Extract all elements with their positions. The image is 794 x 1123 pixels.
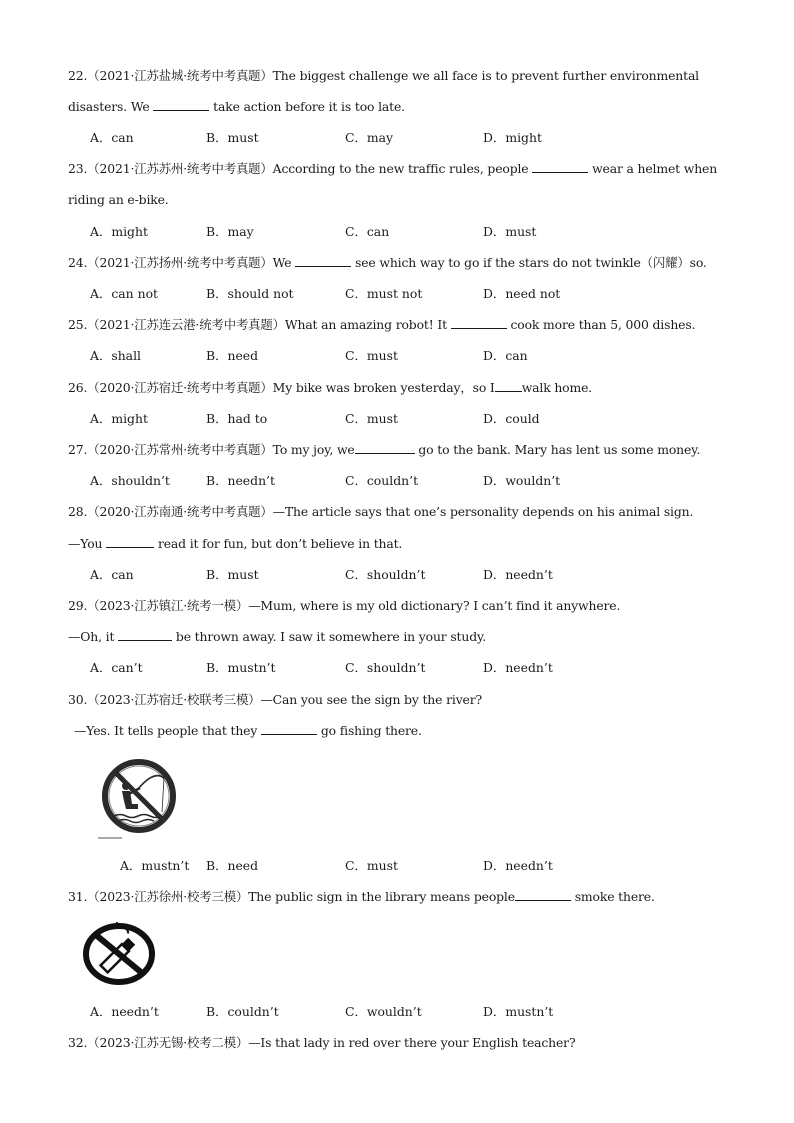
option-b[interactable]: B．should not [206, 286, 294, 301]
answer-blank [515, 889, 571, 901]
option-a[interactable]: A．can [90, 130, 134, 145]
option-d[interactable]: D．mustn’t [483, 1004, 554, 1019]
question-source: （2021·江苏连云港·统考中考真题） [87, 317, 285, 332]
option-d[interactable]: D．could [483, 411, 540, 426]
option-b[interactable]: B．must [206, 130, 259, 145]
option-c[interactable]: C．must not [345, 286, 423, 301]
stem-text: To my joy, we [272, 442, 355, 457]
option-d[interactable]: D．needn’t [483, 660, 553, 675]
question-source: （2023·江苏宿迁·校联考三模） [87, 692, 261, 707]
stem-text: cook more than 5, 000 dishes. [510, 317, 696, 332]
question-source: （2023·江苏无锡·校考二模） [87, 1035, 249, 1050]
stem-text: riding an e-bike. [68, 192, 169, 207]
question-23-line-1 [68, 161, 717, 177]
option-d[interactable]: D．might [483, 130, 542, 145]
question-number: 25. [68, 317, 88, 332]
option-a[interactable]: A．can’t [90, 660, 143, 675]
stem-text: walk home． [521, 380, 601, 395]
question-number: 30. [68, 692, 88, 707]
option-c[interactable]: C．must [345, 411, 398, 426]
question-source: （2023·江苏徐州·校考三模） [87, 889, 249, 904]
question-number: 22. [68, 68, 88, 83]
option-c[interactable]: C．must [345, 348, 398, 363]
stem-text: —The article says that one’s personality depends on his animal sign. [272, 504, 694, 519]
stem-text: smoke there. [574, 889, 655, 904]
stem-text: According to the new traffic rules, people [272, 161, 529, 176]
question-source: （2021·江苏盐城·统考中考真题） [87, 68, 273, 83]
answer-blank [355, 442, 415, 454]
answer-blank [261, 723, 317, 735]
option-d[interactable]: D．needn’t [483, 858, 553, 873]
stem-text: read it for fun, but don’t believe in that. [157, 536, 403, 551]
question-29-line-2 [68, 629, 486, 645]
option-a[interactable]: A．needn’t [90, 1004, 159, 1019]
stem-text: We [272, 255, 292, 270]
stem-text: The public sign in the library means people [248, 889, 515, 904]
stem-text: go fishing there. [320, 723, 422, 738]
option-c[interactable]: C．wouldn’t [345, 1004, 422, 1019]
option-c[interactable]: C．can [345, 224, 390, 239]
option-b[interactable]: B．must [206, 567, 259, 582]
question-source: （2020·江苏宿迁·统考中考真题） [87, 380, 273, 395]
stem-text: —Can you see the sign by the river? [260, 692, 482, 707]
question-30-line-2 [74, 723, 422, 739]
question-number: 23. [68, 161, 88, 176]
option-b[interactable]: B．need [206, 858, 259, 873]
question-26-line-1 [68, 380, 601, 396]
question-stem: The biggest challenge we all face is to prevent further environmental [272, 68, 699, 83]
option-d[interactable]: D．wouldn’t [483, 473, 561, 488]
option-b[interactable]: B．may [206, 224, 254, 239]
option-a[interactable]: A．can not [90, 286, 159, 301]
question-23-line-2 [68, 192, 169, 208]
stem-text: wear a helmet when [592, 161, 718, 176]
option-d[interactable]: D．needn’t [483, 567, 553, 582]
stem-text: disasters. We [68, 99, 150, 114]
option-c[interactable]: C．shouldn’t [345, 567, 426, 582]
question-22-line-2 [68, 99, 405, 115]
option-a[interactable]: A．shouldn’t [90, 473, 170, 488]
stem-text: —You [68, 536, 103, 551]
question-number: 32. [68, 1035, 88, 1050]
option-a[interactable]: A．mustn’t [120, 858, 190, 873]
question-source: （2020·江苏南通·统考中考真题） [87, 504, 273, 519]
option-b[interactable]: B．mustn’t [206, 660, 276, 675]
option-b[interactable]: B．had to [206, 411, 268, 426]
stem-text: —Oh, it [68, 629, 115, 644]
stem-text: My bike was broken yesterday，so I [272, 380, 495, 395]
option-a[interactable]: A．can [90, 567, 134, 582]
question-25-line-1 [68, 317, 695, 333]
question-28-line-1 [68, 504, 693, 520]
answer-blank [106, 536, 154, 548]
option-b[interactable]: B．need [206, 348, 259, 363]
option-a[interactable]: A．might [90, 224, 148, 239]
question-30-line-1 [68, 692, 482, 708]
question-28-line-2 [68, 536, 402, 552]
option-d[interactable]: D．must [483, 224, 537, 239]
option-c[interactable]: C．may [345, 130, 394, 145]
question-31-line-1 [68, 889, 655, 905]
question-number: 27. [68, 442, 88, 457]
option-a[interactable]: A．shall [90, 348, 141, 363]
no-smoking-sign-icon [82, 922, 156, 986]
answer-blank [295, 255, 351, 267]
option-b[interactable]: B．couldn’t [206, 1004, 279, 1019]
option-b[interactable]: B．needn’t [206, 473, 275, 488]
answer-blank [451, 317, 507, 329]
question-number: 26. [68, 380, 88, 395]
question-number: 31. [68, 889, 88, 904]
question-29-line-1 [68, 598, 620, 614]
question-32-line-1 [68, 1035, 575, 1051]
option-c[interactable]: C．must [345, 858, 398, 873]
option-d[interactable]: D．can [483, 348, 528, 363]
question-source: （2021·江苏苏州·统考中考真题） [87, 161, 273, 176]
question-number: 29. [68, 598, 88, 613]
stem-text: —Mum, where is my old dictionary? I can’t find it anywhere. [248, 598, 621, 613]
answer-blank [495, 380, 522, 392]
option-c[interactable]: C．shouldn’t [345, 660, 426, 675]
stem-text: —Yes. It tells people that they [74, 723, 258, 738]
option-c[interactable]: C．couldn’t [345, 473, 419, 488]
stem-text: go to the bank. Mary has lent us some money. [418, 442, 701, 457]
question-source: （2023·江苏镇江·统考一模） [87, 598, 249, 613]
question-source: （2021·江苏扬州·统考中考真题） [87, 255, 273, 270]
option-d[interactable]: D．need not [483, 286, 561, 301]
stem-text: What an amazing robot! It [284, 317, 447, 332]
no-fishing-sign-icon [96, 756, 182, 842]
option-a[interactable]: A．might [90, 411, 148, 426]
answer-blank [153, 99, 209, 111]
question-24-line-1 [68, 255, 707, 271]
question-source: （2020·江苏常州·统考中考真题） [87, 442, 273, 457]
stem-text: take action before it is too late. [213, 99, 405, 114]
question-22-line-1 [68, 68, 699, 84]
answer-blank [118, 629, 172, 641]
question-number: 28. [68, 504, 88, 519]
question-number: 24. [68, 255, 88, 270]
stem-text: —Is that lady in red over there your English teacher? [248, 1035, 576, 1050]
stem-text: be thrown away. I saw it somewhere in your study. [175, 629, 486, 644]
stem-text: see which way to go if the stars do not twinkle（闪耀）so. [355, 255, 707, 270]
answer-blank [532, 161, 588, 173]
question-27-line-1 [68, 442, 700, 458]
